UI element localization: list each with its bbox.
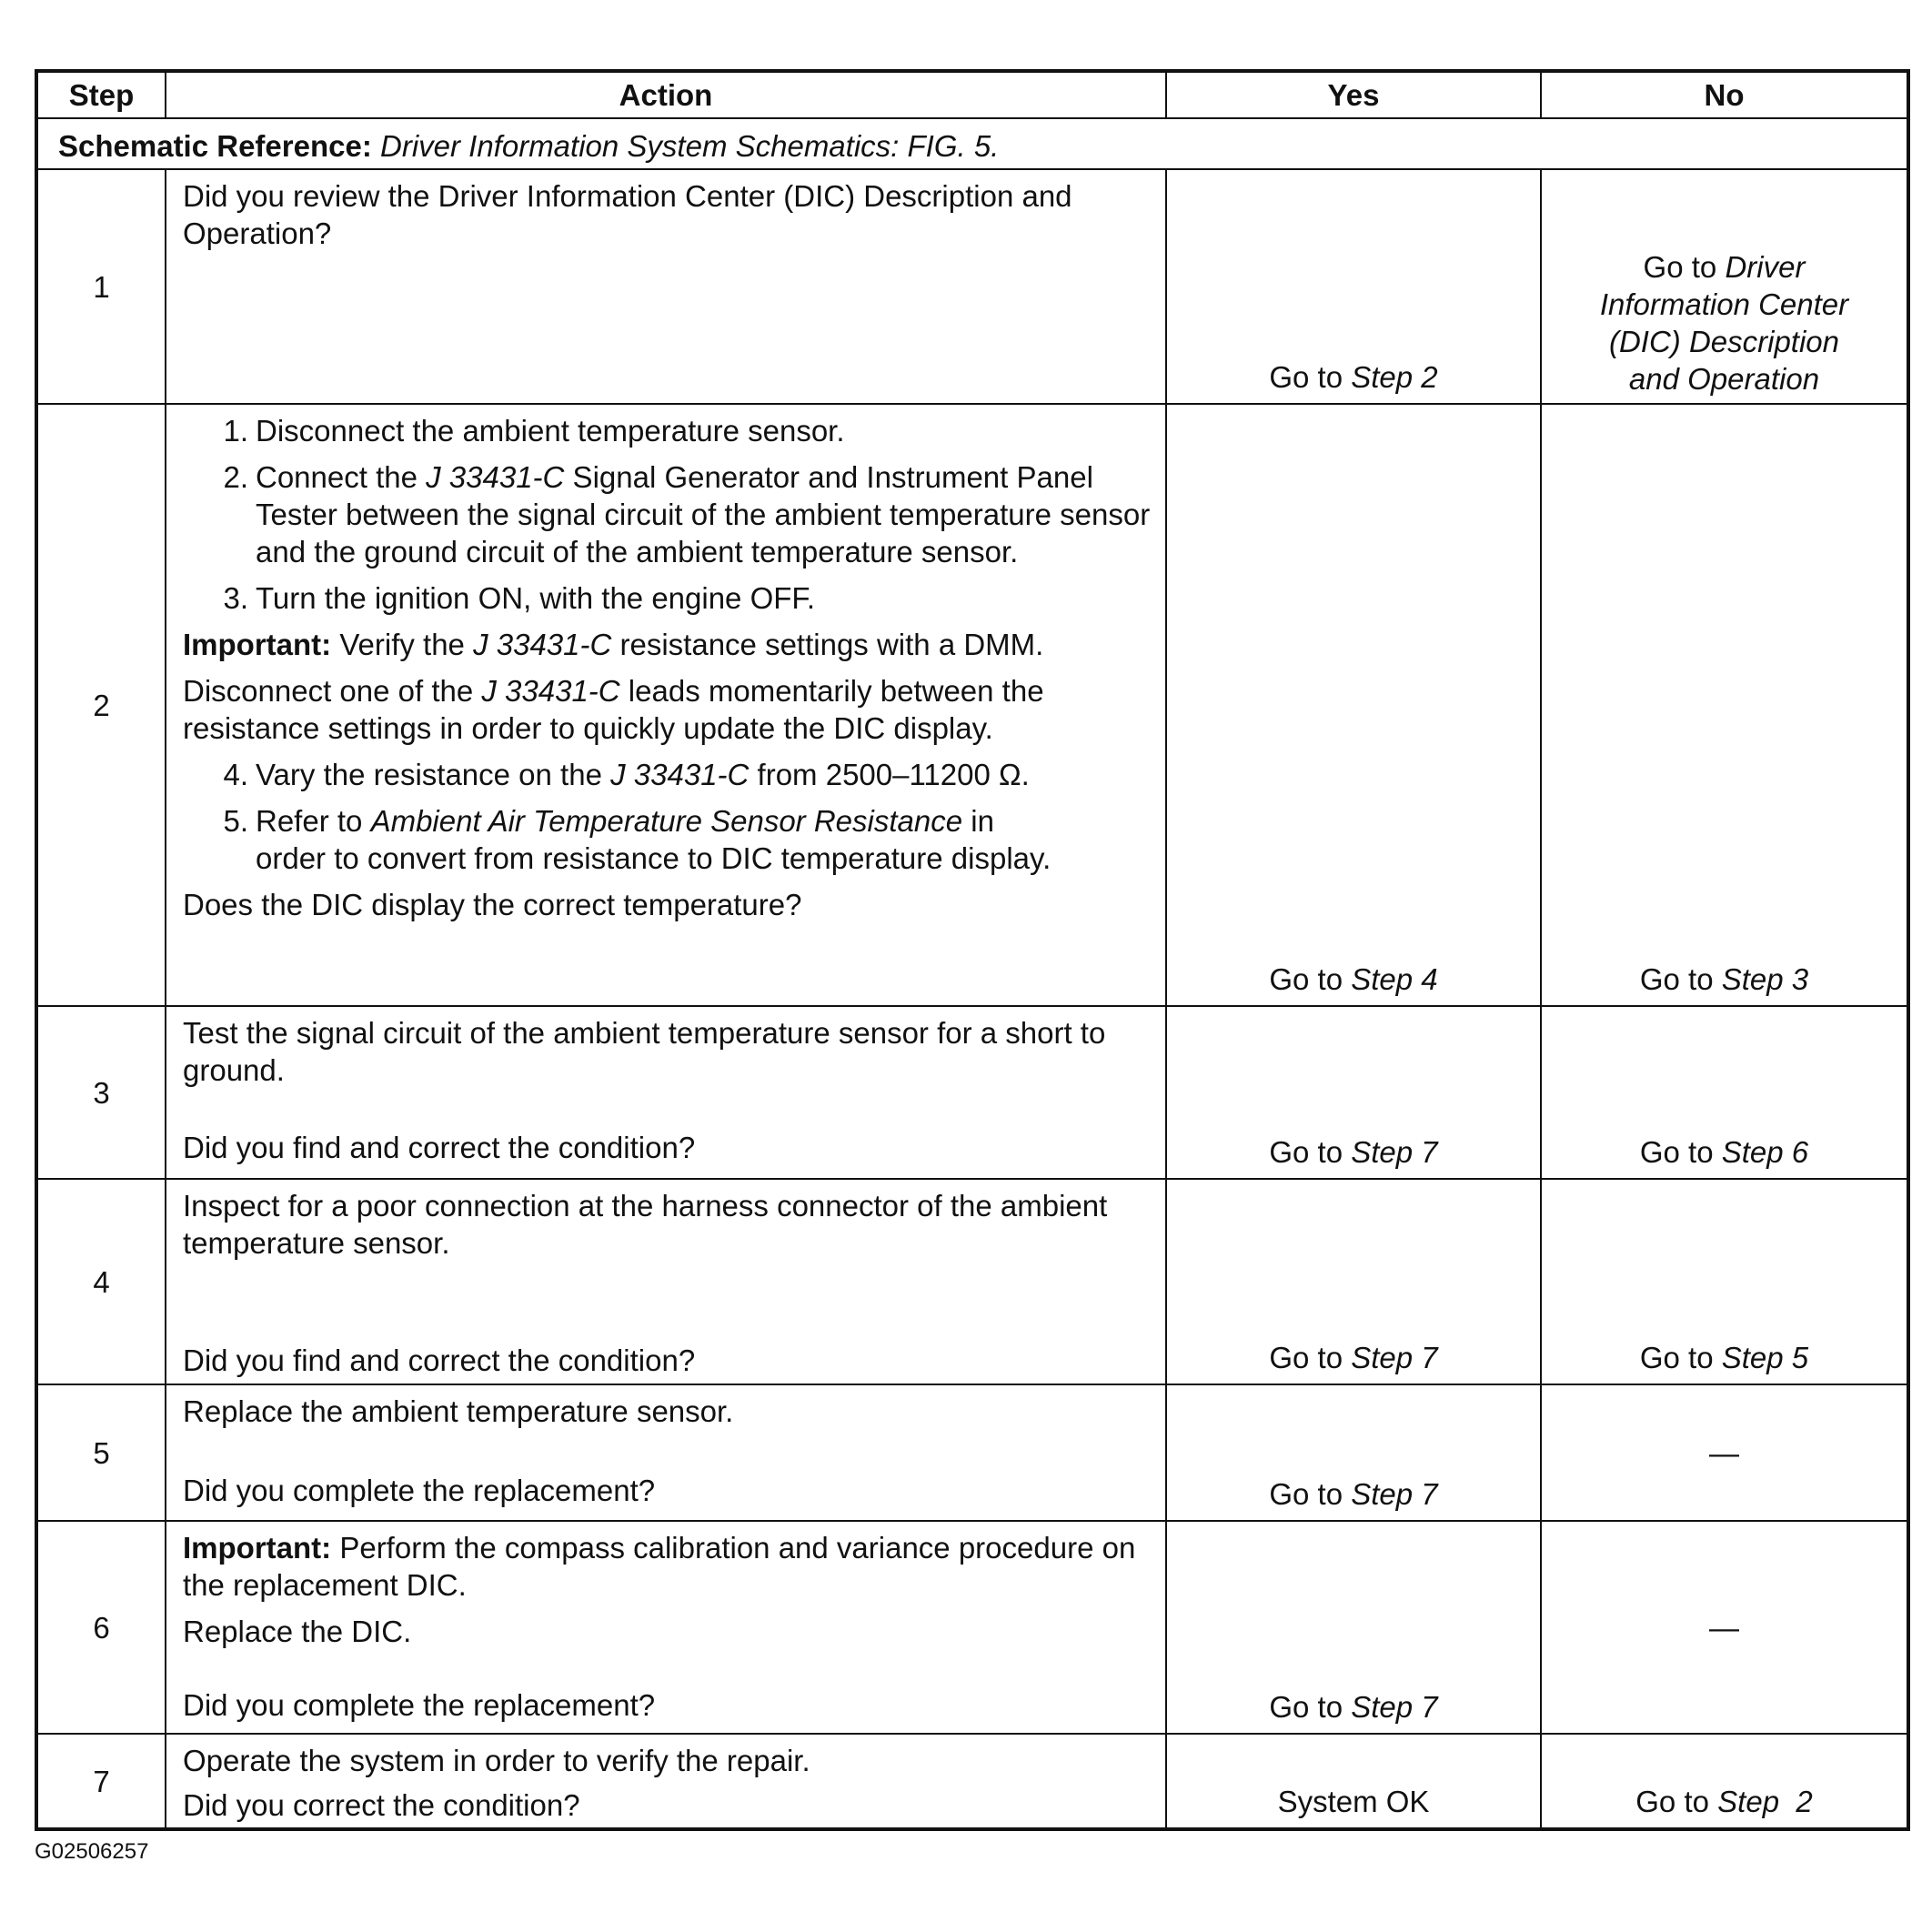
action-text: Operate the system in order to verify the repair. — [183, 1744, 810, 1777]
question-text: Did you find and correct the condition? — [183, 1131, 696, 1164]
list-text: in order to convert from resistance to DIC temperature display. — [256, 804, 1052, 875]
procedure-list — [183, 756, 1152, 877]
step-number: 2 — [36, 404, 166, 1006]
yes-cell — [1166, 404, 1541, 1006]
list-number: 5. — [223, 804, 248, 838]
yes-value: System OK — [1277, 1785, 1430, 1818]
action-cell — [166, 169, 1166, 404]
schematic-row — [36, 118, 1908, 169]
important-note — [183, 1529, 1152, 1604]
no-goto: Go to — [1639, 1135, 1714, 1169]
list-item — [183, 412, 1152, 449]
disconnect-note — [183, 672, 1152, 747]
step-number: 1 — [36, 169, 166, 404]
no-goto: Go to — [1635, 1785, 1709, 1818]
step-number: 7 — [36, 1734, 166, 1829]
header-row — [36, 71, 1908, 118]
tool-name: J 33431-C — [481, 674, 620, 708]
list-number: 1. — [223, 414, 248, 448]
no-link[interactable]: Driver Information Center (DIC) Description and Operation — [1599, 250, 1849, 396]
note-text: resistance settings with a DMM. — [611, 628, 1044, 661]
action-cell — [166, 1179, 1166, 1384]
reference-link[interactable]: Ambient Air Temperature Sensor Resistance — [370, 804, 963, 838]
action-text: Test the signal circuit of the ambient temperature sensor for a short to ground. — [183, 1016, 1106, 1087]
list-item — [183, 802, 1152, 877]
figure-id: G02506257 — [35, 1839, 149, 1864]
yes-cell — [1166, 169, 1541, 404]
question-text: Did you correct the condition? — [183, 1788, 580, 1822]
schematic-label: Schematic Reference: — [58, 128, 372, 163]
tool-name: J 33431-C — [426, 460, 565, 494]
list-text: Signal Generator and Instrument Panel Tester between the signal circuit of the ambient temperature sensor and the ground circuit of the ambient temperature sensor. — [256, 460, 1151, 569]
yes-cell — [1166, 1521, 1541, 1734]
list-number: 2. — [223, 460, 248, 494]
list-number: 3. — [223, 581, 248, 615]
yes-link[interactable]: Step 2 — [1351, 360, 1438, 394]
question-text: Did you find and correct the condition? — [183, 1343, 696, 1377]
note-text: Disconnect one of the — [183, 674, 482, 708]
important-label: Important: — [183, 1531, 332, 1565]
note-text: Perform the compass calibration and variance procedure on the replacement DIC. — [183, 1531, 1136, 1602]
yes-link[interactable]: Step 7 — [1351, 1477, 1438, 1511]
list-item — [183, 756, 1152, 793]
no-cell — [1541, 1734, 1908, 1829]
list-text: Turn the ignition ON, with the engine OFF. — [256, 581, 816, 615]
note-text: leads momentarily between the resistance settings in order to quickly update the DIC display. — [183, 674, 1044, 745]
list-item — [183, 458, 1152, 570]
action-cell — [166, 1734, 1166, 1829]
procedure-list — [183, 412, 1152, 617]
list-text: Disconnect the ambient temperature sensor. — [256, 414, 845, 448]
list-text: Connect the — [256, 460, 427, 494]
no-cell — [1541, 169, 1908, 404]
no-cell — [1541, 1521, 1908, 1734]
no-goto: Go to — [1639, 962, 1714, 996]
yes-goto: Go to — [1269, 1135, 1343, 1169]
no-cell — [1541, 1179, 1908, 1384]
list-number: 4. — [223, 758, 248, 791]
table-row-step-6 — [36, 1521, 1908, 1734]
table-row-step-4 — [36, 1179, 1908, 1384]
no-value: — — [1709, 1435, 1739, 1470]
table-row-step-3 — [36, 1006, 1908, 1179]
action-text: Did you review the Driver Information Center (DIC) Description and Operation? — [183, 179, 1072, 250]
schematic-text: Driver Information System Schematics: FIG. 5. — [380, 128, 1000, 163]
no-link[interactable]: Step 6 — [1721, 1135, 1809, 1169]
action-cell — [166, 1006, 1166, 1179]
action-text: Inspect for a poor connection at the harness connector of the ambient temperature sensor. — [183, 1189, 1108, 1260]
header-action: Action — [166, 71, 1166, 118]
important-note — [183, 626, 1152, 663]
table-row-step-5 — [36, 1384, 1908, 1521]
yes-cell — [1166, 1179, 1541, 1384]
list-text: Vary the resistance on the — [256, 758, 611, 791]
yes-cell — [1166, 1384, 1541, 1521]
step-number: 4 — [36, 1179, 166, 1384]
table-row-step-2 — [36, 404, 1908, 1006]
no-link[interactable]: Step 2 — [1717, 1785, 1813, 1818]
table-row-step-1 — [36, 169, 1908, 404]
step-number: 3 — [36, 1006, 166, 1179]
question-text: Did you complete the replacement? — [183, 1474, 656, 1507]
yes-cell — [1166, 1006, 1541, 1179]
step-number: 6 — [36, 1521, 166, 1734]
no-cell — [1541, 1384, 1908, 1521]
diagnostic-table — [35, 69, 1910, 1831]
no-link[interactable]: Step 3 — [1721, 962, 1809, 996]
step-number: 5 — [36, 1384, 166, 1521]
header-step: Step — [36, 71, 166, 118]
table-row-step-7 — [36, 1734, 1908, 1829]
yes-goto: Go to — [1269, 962, 1343, 996]
tool-name: J 33431-C — [473, 628, 612, 661]
yes-goto: Go to — [1269, 360, 1343, 394]
tool-name: J 33431-C — [610, 758, 750, 791]
yes-link[interactable]: Step 7 — [1351, 1690, 1438, 1724]
yes-link[interactable]: Step 7 — [1351, 1135, 1438, 1169]
yes-goto: Go to — [1269, 1477, 1343, 1511]
list-item — [183, 579, 1152, 617]
no-goto: Go to — [1639, 1341, 1714, 1374]
no-value: — — [1709, 1610, 1739, 1645]
header-yes: Yes — [1166, 71, 1541, 118]
action-text: Replace the ambient temperature sensor. — [183, 1394, 734, 1428]
note-text: Verify the — [331, 628, 474, 661]
schematic-reference — [36, 118, 1908, 169]
no-goto: Go to — [1643, 250, 1717, 284]
yes-cell — [1166, 1734, 1541, 1829]
question-text: Does the DIC display the correct temperature? — [183, 888, 802, 921]
yes-link[interactable]: Step 4 — [1351, 962, 1438, 996]
header-no: No — [1541, 71, 1908, 118]
action-cell — [166, 404, 1166, 1006]
question-text: Did you complete the replacement? — [183, 1688, 656, 1722]
no-link[interactable]: Step 5 — [1721, 1341, 1809, 1374]
important-label: Important: — [183, 628, 332, 661]
list-text: Refer to — [256, 804, 371, 838]
no-cell — [1541, 1006, 1908, 1179]
action-cell — [166, 1521, 1166, 1734]
no-cell — [1541, 404, 1908, 1006]
yes-goto: Go to — [1269, 1690, 1343, 1724]
list-text: from 2500–11200 Ω. — [749, 758, 1030, 791]
action-cell — [166, 1384, 1166, 1521]
yes-goto: Go to — [1269, 1341, 1343, 1374]
yes-link[interactable]: Step 7 — [1351, 1341, 1438, 1374]
action-text: Replace the DIC. — [183, 1615, 412, 1648]
